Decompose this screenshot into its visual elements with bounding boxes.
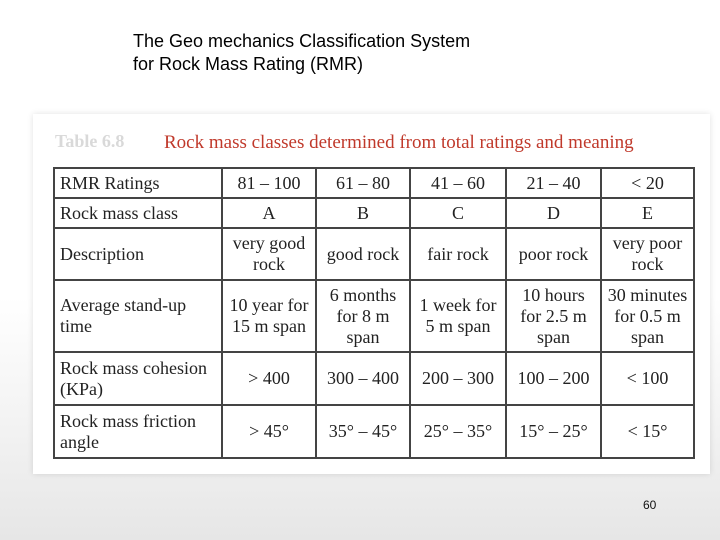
table-cell: > 400 <box>222 352 316 405</box>
table-cell: very poor rock <box>601 228 694 280</box>
row-header: Rock mass cohesion (KPa) <box>54 352 222 405</box>
table-cell: D <box>506 198 601 228</box>
table-cell: 41 – 60 <box>410 168 506 198</box>
row-header: Rock mass friction angle <box>54 405 222 458</box>
table-cell: 30 minutes for 0.5 m span <box>601 280 694 352</box>
table-cell: > 45° <box>222 405 316 458</box>
table-cell: fair rock <box>410 228 506 280</box>
table-cell: 10 hours for 2.5 m span <box>506 280 601 352</box>
table-cell: 21 – 40 <box>506 168 601 198</box>
table-cell: 25° – 35° <box>410 405 506 458</box>
table-number-label: Table 6.8 <box>55 131 125 151</box>
table-cell: 61 – 80 <box>316 168 410 198</box>
table-row <box>54 405 694 458</box>
row-header: Description <box>54 228 222 280</box>
table-cell: < 15° <box>601 405 694 458</box>
table-row <box>54 228 694 280</box>
table-cell: 35° – 45° <box>316 405 410 458</box>
table-cell: 300 – 400 <box>316 352 410 405</box>
table-cell: 15° – 25° <box>506 405 601 458</box>
table-row <box>54 280 694 352</box>
table-cell: 1 week for 5 m span <box>410 280 506 352</box>
table-cell: 100 – 200 <box>506 352 601 405</box>
table-cell: 6 months for 8 m span <box>316 280 410 352</box>
row-header: RMR Ratings <box>54 168 222 198</box>
table-cell: < 100 <box>601 352 694 405</box>
table-row <box>54 352 694 405</box>
page-number: 60 <box>643 498 657 512</box>
table-cell: A <box>222 198 316 228</box>
table-row <box>54 198 694 228</box>
row-header: Rock mass class <box>54 198 222 228</box>
table-figure <box>33 114 710 474</box>
table-cell: good rock <box>316 228 410 280</box>
table-cell: very good rock <box>222 228 316 280</box>
table-caption: Rock mass classes determined from total ratings and meaning <box>164 132 634 153</box>
table-row <box>54 168 694 198</box>
row-header: Average stand-up time <box>54 280 222 352</box>
table-cell: 200 – 300 <box>410 352 506 405</box>
table-cell: < 20 <box>601 168 694 198</box>
table-cell: B <box>316 198 410 228</box>
rmr-classification-table <box>53 167 695 459</box>
table-cell: 10 year for 15 m span <box>222 280 316 352</box>
table-cell: poor rock <box>506 228 601 280</box>
slide-title-line-2: for Rock Mass Rating (RMR) <box>133 54 364 74</box>
table-cell: E <box>601 198 694 228</box>
slide-title <box>133 30 653 76</box>
table-cell: C <box>410 198 506 228</box>
slide-title-line-1: The Geo mechanics Classification System <box>133 31 471 51</box>
table-cell: 81 – 100 <box>222 168 316 198</box>
